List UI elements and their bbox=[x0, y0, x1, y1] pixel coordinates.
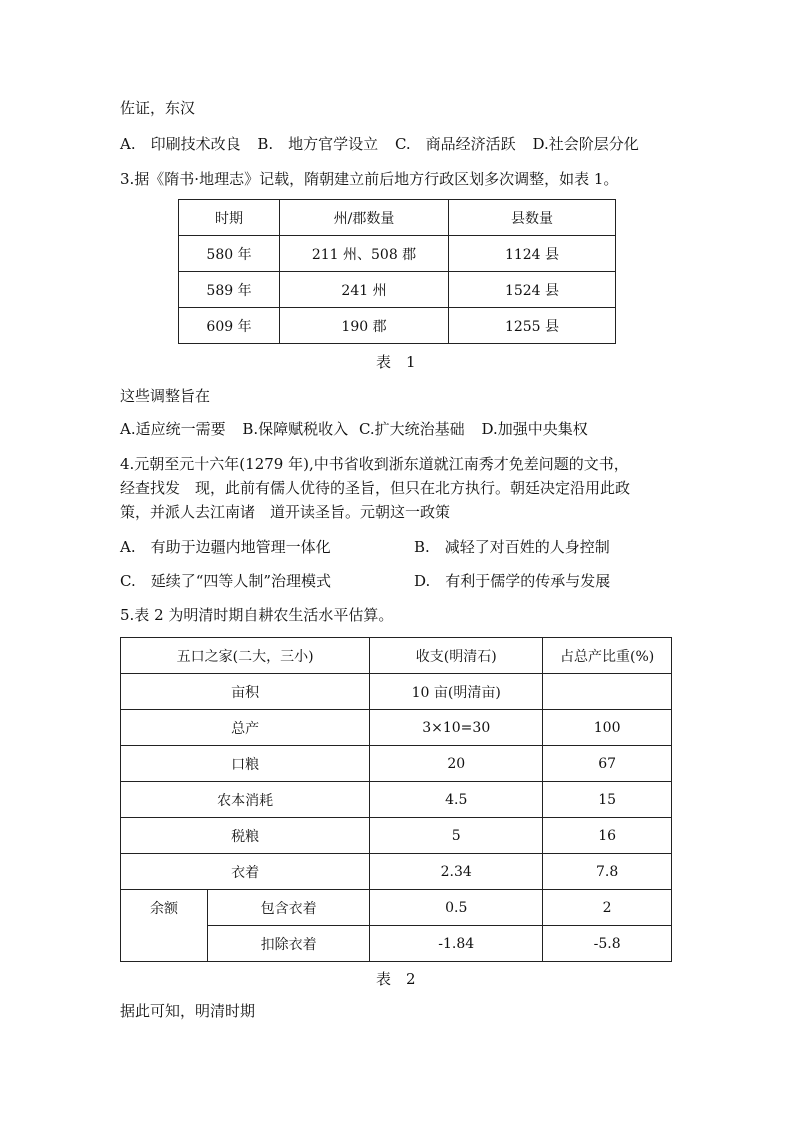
table-row bbox=[121, 818, 672, 854]
table-2 bbox=[120, 637, 672, 962]
q4-stem-line-2: 经查找发 现，此前有儒人优待的圣旨，但只在北方执行。朝廷决定沿用此政 bbox=[120, 479, 631, 497]
q3-option-d: D.加强中央集权 bbox=[481, 420, 588, 438]
q5-stem: 5.表 2 为明清时期自耕农生活水平估算。 bbox=[120, 606, 394, 624]
table-row bbox=[121, 782, 672, 818]
table-row bbox=[121, 710, 672, 746]
table-row bbox=[179, 272, 616, 308]
table-row bbox=[179, 236, 616, 272]
table-cell: 口粮 bbox=[121, 746, 370, 782]
table-row bbox=[179, 308, 616, 344]
table-cell: -5.8 bbox=[543, 926, 672, 962]
table-header-cell: 五口之家(二大，三小) bbox=[121, 638, 370, 674]
table-row bbox=[121, 674, 672, 710]
table-cell: 589 年 bbox=[179, 272, 280, 308]
table-cell: 2 bbox=[543, 890, 672, 926]
q3-stem: 3.据《隋书·地理志》记载，隋朝建立前后地方行政区划多次调整，如表 1。 bbox=[120, 170, 619, 188]
table-header-cell: 收支(明清石) bbox=[370, 638, 543, 674]
table-cell: 3×10=30 bbox=[370, 710, 543, 746]
q3-options bbox=[120, 419, 588, 439]
table-cell: 税粮 bbox=[121, 818, 370, 854]
table-cell: 1255 县 bbox=[449, 308, 616, 344]
table-cell: 67 bbox=[543, 746, 672, 782]
table-1 bbox=[178, 199, 616, 344]
table-header-cell: 时期 bbox=[179, 200, 280, 236]
table-row bbox=[121, 746, 672, 782]
q4-option-a: A. 有助于边疆内地管理一体化 bbox=[120, 538, 331, 556]
table-cell: 亩积 bbox=[121, 674, 370, 710]
table-cell: 扣除衣着 bbox=[208, 926, 370, 962]
table-cell: 0.5 bbox=[370, 890, 543, 926]
table-header-row bbox=[121, 638, 672, 674]
table-cell: 总产 bbox=[121, 710, 370, 746]
q2-option-c: C. 商品经济活跃 bbox=[394, 135, 516, 153]
table-cell: 20 bbox=[370, 746, 543, 782]
q2-option-a: A. 印刷技术改良 bbox=[120, 135, 241, 153]
table-cell: 5 bbox=[370, 818, 543, 854]
q3-option-b: B.保障赋税收入 bbox=[242, 420, 349, 438]
q5-question: 据此可知，明清时期 bbox=[120, 1002, 256, 1020]
q2-option-d: D.社会阶层分化 bbox=[532, 135, 639, 153]
q2-options bbox=[120, 134, 639, 154]
table-cell: 1524 县 bbox=[449, 272, 616, 308]
table-cell: 2.34 bbox=[370, 854, 543, 890]
table-cell: 包含衣着 bbox=[208, 890, 370, 926]
table-header-row bbox=[179, 200, 616, 236]
table-cell: 农本消耗 bbox=[121, 782, 370, 818]
table-cell-surplus-label: 余额 bbox=[121, 890, 208, 962]
q4-option-c: C. 延续了“四等人制”治理模式 bbox=[120, 572, 332, 590]
q2-option-b: B. 地方官学设立 bbox=[257, 135, 379, 153]
table-cell: 16 bbox=[543, 818, 672, 854]
table-cell: 190 郡 bbox=[280, 308, 449, 344]
table-cell: 4.5 bbox=[370, 782, 543, 818]
table-cell: 10 亩(明清亩) bbox=[370, 674, 543, 710]
table-row bbox=[121, 854, 672, 890]
table-cell: 1124 县 bbox=[449, 236, 616, 272]
table-cell: 衣着 bbox=[121, 854, 370, 890]
table-row bbox=[121, 890, 672, 926]
q4-stem-line-3: 策，并派人去江南诸 道开读圣旨。元朝这一政策 bbox=[120, 503, 451, 521]
table-header-cell: 州/郡数量 bbox=[280, 200, 449, 236]
table-cell: 15 bbox=[543, 782, 672, 818]
q3-question: 这些调整旨在 bbox=[120, 387, 211, 405]
table-cell: 580 年 bbox=[179, 236, 280, 272]
q4-option-b: B. 减轻了对百姓的人身控制 bbox=[414, 538, 610, 556]
table-cell: 241 州 bbox=[280, 272, 449, 308]
table-1-caption: 表 1 bbox=[376, 353, 416, 371]
q1-tail: 佐证，东汉 bbox=[120, 99, 196, 117]
table-cell: 100 bbox=[543, 710, 672, 746]
table-header-cell: 占总产比重(%) bbox=[543, 638, 672, 674]
q3-option-a: A.适应统一需要 bbox=[120, 420, 226, 438]
table-cell: 211 州、508 郡 bbox=[280, 236, 449, 272]
q4-option-d: D. 有利于儒学的传承与发展 bbox=[414, 572, 611, 590]
table-cell: 7.8 bbox=[543, 854, 672, 890]
q4-stem-line-1: 4.元朝至元十六年(1279 年),中书省收到浙东道就江南秀才免差问题的文书， bbox=[120, 455, 629, 473]
q3-option-c: C.扩大统治基础 bbox=[358, 420, 465, 438]
table-cell bbox=[543, 674, 672, 710]
table-cell: 609 年 bbox=[179, 308, 280, 344]
table-2-caption: 表 2 bbox=[376, 970, 416, 988]
table-cell: -1.84 bbox=[370, 926, 543, 962]
table-header-cell: 县数量 bbox=[449, 200, 616, 236]
